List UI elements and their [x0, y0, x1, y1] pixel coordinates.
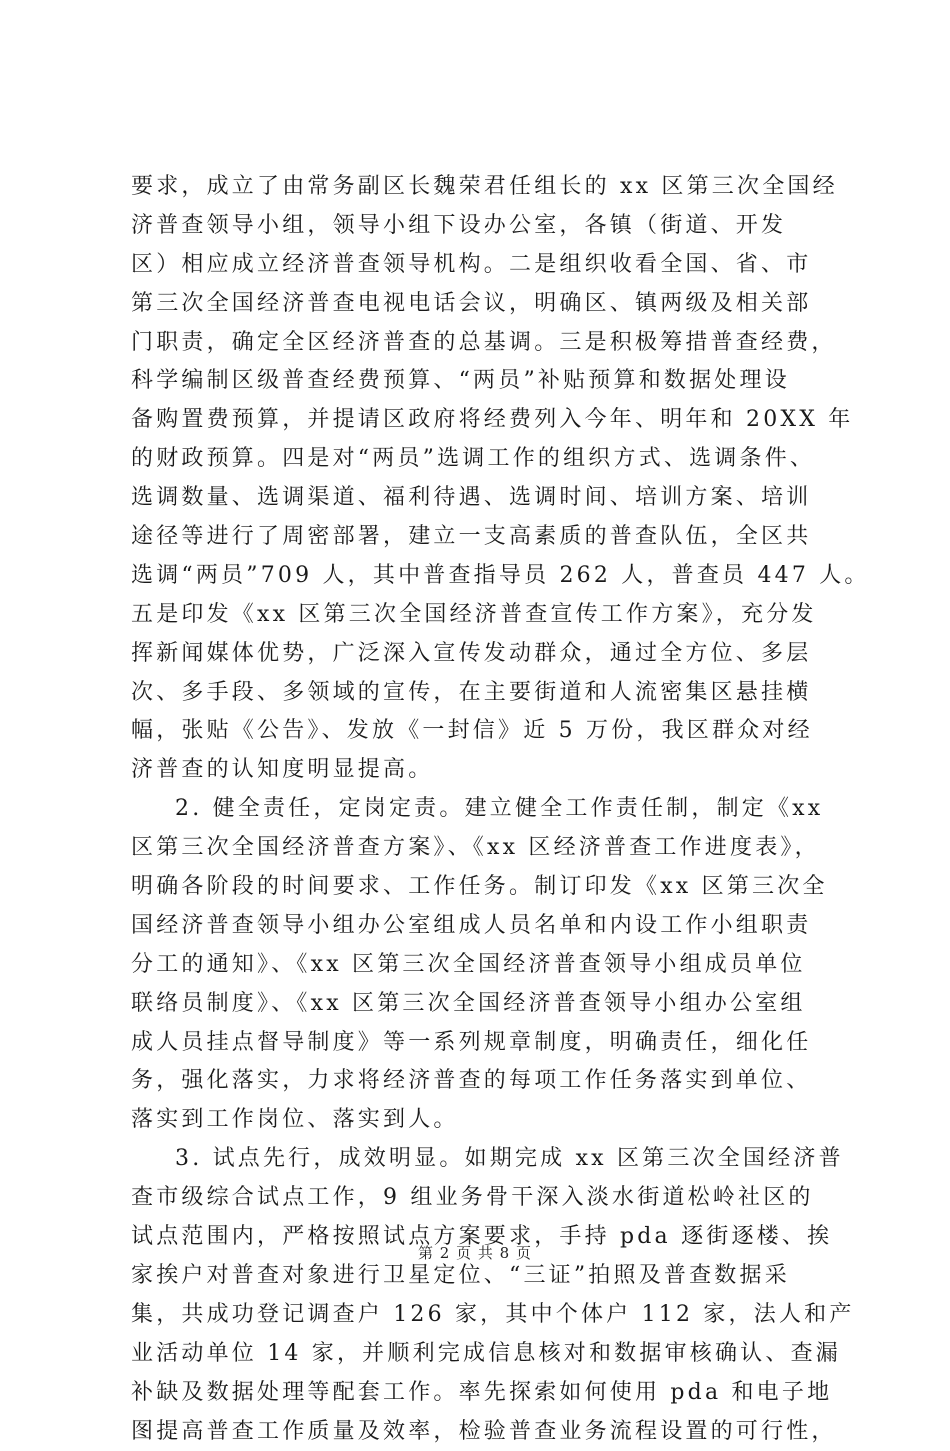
text-line: 五是印发《xx 区第三次全国经济普查宣传工作方案》，充分发 [131, 596, 831, 635]
text-line: 途径等进行了周密部署，建立一支高素质的普查队伍，全区共 [131, 518, 831, 557]
text-line: 备购置费预算，并提请区政府将经费列入今年、明年和 20XX 年 [131, 401, 831, 440]
text-line: 图提高普查工作质量及效率，检验普查业务流程设置的可行性， [131, 1413, 831, 1451]
text-line: 国经济普查领导小组办公室组成人员名单和内设工作小组职责 [131, 907, 831, 946]
text-line: 家挨户对普查对象进行卫星定位、“三证”拍照及普查数据采 [131, 1257, 831, 1296]
text-line: 科学编制区级普查经费预算、“两员”补贴预算和数据处理设 [131, 362, 831, 401]
text-line: 2. 健全责任，定岗定责。建立健全工作责任制，制定《xx [131, 790, 831, 829]
page-footer: 第 2 页 共 8 页 [0, 1242, 950, 1263]
paragraph [131, 790, 831, 1140]
text-line: 区第三次全国经济普查方案》、《xx 区经济普查工作进度表》， [131, 829, 831, 868]
text-line: 的财政预算。四是对“两员”选调工作的组织方式、选调条件、 [131, 440, 831, 479]
text-line: 补缺及数据处理等配套工作。率先探索如何使用 pda 和电子地 [131, 1374, 831, 1413]
text-line: 要求，成立了由常务副区长魏荣君任组长的 xx 区第三次全国经 [131, 168, 831, 207]
text-line: 选调“两员”709 人，其中普查指导员 262 人，普查员 447 人。 [131, 557, 831, 596]
text-line: 挥新闻媒体优势，广泛深入宣传发动群众，通过全方位、多层 [131, 635, 831, 674]
text-line: 查市级综合试点工作，9 组业务骨干深入淡水街道松岭社区的 [131, 1179, 831, 1218]
paragraph [131, 1140, 831, 1451]
text-line: 联络员制度》、《xx 区第三次全国经济普查领导小组办公室组 [131, 985, 831, 1024]
paragraph [131, 168, 831, 790]
text-line: 区）相应成立经济普查领导机构。二是组织收看全国、省、市 [131, 246, 831, 285]
text-line: 幅，张贴《公告》、发放《一封信》近 5 万份，我区群众对经 [131, 712, 831, 751]
text-line: 试点范围内，严格按照试点方案要求，手持 pda 逐街逐楼、挨 [131, 1218, 831, 1257]
text-line: 成人员挂点督导制度》等一系列规章制度，明确责任，细化任 [131, 1024, 831, 1063]
text-line: 济普查领导小组，领导小组下设办公室，各镇（街道、开发 [131, 207, 831, 246]
text-line: 次、多手段、多领域的宣传，在主要街道和人流密集区悬挂横 [131, 674, 831, 713]
text-line: 3. 试点先行，成效明显。如期完成 xx 区第三次全国经济普 [131, 1140, 831, 1179]
text-line: 济普查的认知度明显提高。 [131, 751, 831, 790]
text-line: 门职责，确定全区经济普查的总基调。三是积极筹措普查经费， [131, 324, 831, 363]
text-line: 落实到工作岗位、落实到人。 [131, 1101, 831, 1140]
text-line: 业活动单位 14 家，并顺利完成信息核对和数据审核确认、查漏 [131, 1335, 831, 1374]
text-line: 集，共成功登记调查户 126 家，其中个体户 112 家，法人和产 [131, 1296, 831, 1335]
text-line: 第三次全国经济普查电视电话会议，明确区、镇两级及相关部 [131, 285, 831, 324]
text-line: 明确各阶段的时间要求、工作任务。制订印发《xx 区第三次全 [131, 868, 831, 907]
text-line: 选调数量、选调渠道、福利待遇、选调时间、培训方案、培训 [131, 479, 831, 518]
text-line: 务，强化落实，力求将经济普查的每项工作任务落实到单位、 [131, 1062, 831, 1101]
text-line: 分工的通知》、《xx 区第三次全国经济普查领导小组成员单位 [131, 946, 831, 985]
